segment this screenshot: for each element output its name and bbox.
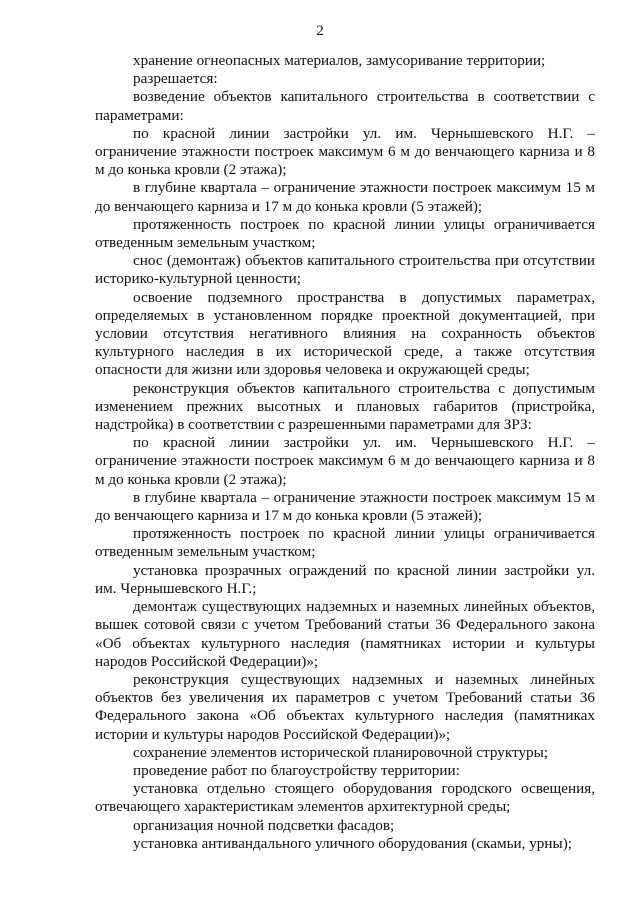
paragraph: в глубине квартала – ограничение этажности построек максимум 15 м до венчающего карниза и 17 м до конька кровли (5 этажей); [95, 488, 595, 525]
paragraph: сохранение элементов исторической планировочной структуры; [133, 743, 549, 761]
paragraph: возведение объектов капитального строительства в соответствии с параметрами: [95, 88, 595, 124]
paragraph: организация ночной подсветки фасадов; [133, 816, 395, 834]
page-number: 2 [316, 23, 324, 39]
paragraph: установка прозрачных ограждений по красной линии застройки ул. им. Чернышевского Н.Г.; [95, 561, 595, 597]
paragraph: снос (демонтаж) объектов капитального строительства при отсутствии историко-культурной ценности; [95, 252, 595, 288]
paragraph: установка отдельно стоящего оборудования городского освещения, отвечающего характеристикам элементов архитектурной среды; [95, 780, 595, 816]
paragraph: протяженность построек по красной линии улицы ограничивается отведенным земельным участком; [95, 525, 595, 561]
paragraph: в глубине квартала – ограничение этажности построек максимум 15 м до венчающего карниза и 17 м до конька кровли (5 этажей); [95, 179, 595, 215]
paragraph: разрешается: [133, 70, 218, 88]
paragraph: освоение подземного пространства в допустимых параметрах, определяемых в установленном порядке проектной документацией, при условии отсутствия негативного влияния на сохранность объектов культурного наследия в их исторической среде, а также отсутствия опасности для жизни или здоровья человека и окружающей среды; [95, 288, 595, 379]
paragraph: хранение огнеопасных материалов, замусоривание территории; [133, 52, 546, 69]
paragraph: проведение работ по благоустройству территории: [133, 761, 460, 779]
paragraph: демонтаж существующих надземных и наземных линейных объектов, вышек сотовой связи с учетом Требований статьи 36 Федерального закона «Об объектах культурного наследия (памятниках истории и культуры народов Российской Федерации)»; [95, 598, 595, 670]
paragraph: протяженность построек по красной линии улицы ограничивается отведенным земельным участком; [95, 215, 595, 252]
paragraph: по красной линии застройки ул. им. Чернышевского Н.Г. – ограничение этажности построек максимум 6 м до венчающего карниза и 8 м до конька кровли (2 этажа); [95, 124, 595, 179]
paragraph: реконструкция существующих надземных и наземных линейных объектов без увеличения их параметров с учетом Требований статьи 36 Федерального закона «Об объектах культурного наследия (памятниках истории и культуры народов Российской Федерации)»; [95, 670, 595, 743]
paragraph: установка антивандального уличного оборудования (скамьи, урны); [133, 834, 573, 852]
paragraph: реконструкция объектов капитального строительства с допустимым изменением прежних высотных и плановых габаритов (пристройка, надстройка) в соответствии с разрешенными параметрами для ЗРЗ: [95, 379, 595, 434]
document-body [95, 52, 595, 853]
paragraph: по красной линии застройки ул. им. Чернышевского Н.Г. – ограничение этажности построек максимум 6 м до венчающего карниза и 8 м до конька кровли (2 этажа); [95, 434, 595, 488]
